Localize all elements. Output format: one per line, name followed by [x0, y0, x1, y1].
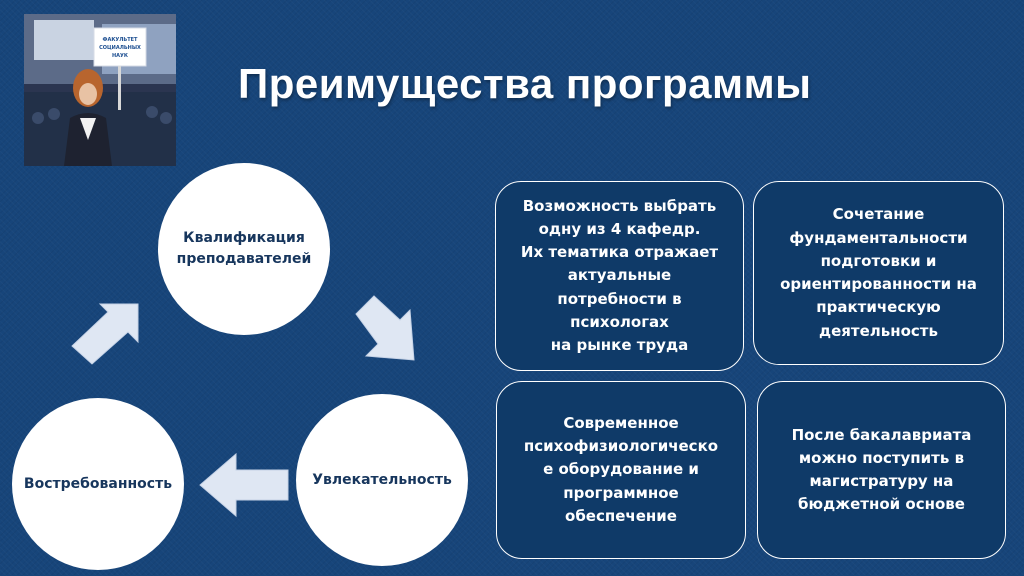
benefit-box: [496, 381, 746, 559]
event-photo: [24, 14, 176, 166]
svg-text:СОЦИАЛЬНЫХ: СОЦИАЛЬНЫХ: [99, 45, 141, 51]
svg-text:ФАКУЛЬТЕТ: ФАКУЛЬТЕТ: [102, 37, 138, 43]
page-title: Преимущества программы: [238, 60, 812, 107]
benefit-box: [753, 181, 1004, 365]
benefit-box: [757, 381, 1006, 559]
benefit-text: После бакалавриата можно поступить в магистратуру на бюджетной основе: [791, 425, 972, 514]
benefit-text: Возможность выбрать одну из 4 кафедр. Их тематика отражает актуальные потребности в психологах на рынке труда: [520, 196, 719, 355]
benefit-text: Сочетание фундаментальности подготовки и ориентированности на практическую деятельность: [780, 205, 977, 340]
cycle-node-qualification: [158, 163, 330, 335]
benefit-box: [495, 181, 744, 371]
svg-text:НАУК: НАУК: [112, 53, 128, 59]
arrow-left-icon: [194, 450, 294, 520]
cycle-node-demand: [12, 398, 184, 570]
arrow-down-right-icon: [348, 290, 428, 370]
arrow-up-right-icon: [64, 288, 144, 368]
cycle-node-label: Увлекательность: [312, 471, 452, 488]
cycle-node-label: Востребованность: [23, 475, 173, 492]
benefit-text: Современное психофизиологическо е оборудование и программное обеспечение: [523, 413, 719, 525]
cycle-node-label: Квалификация преподавателей: [176, 230, 312, 267]
cycle-node-engagement: [296, 394, 468, 566]
